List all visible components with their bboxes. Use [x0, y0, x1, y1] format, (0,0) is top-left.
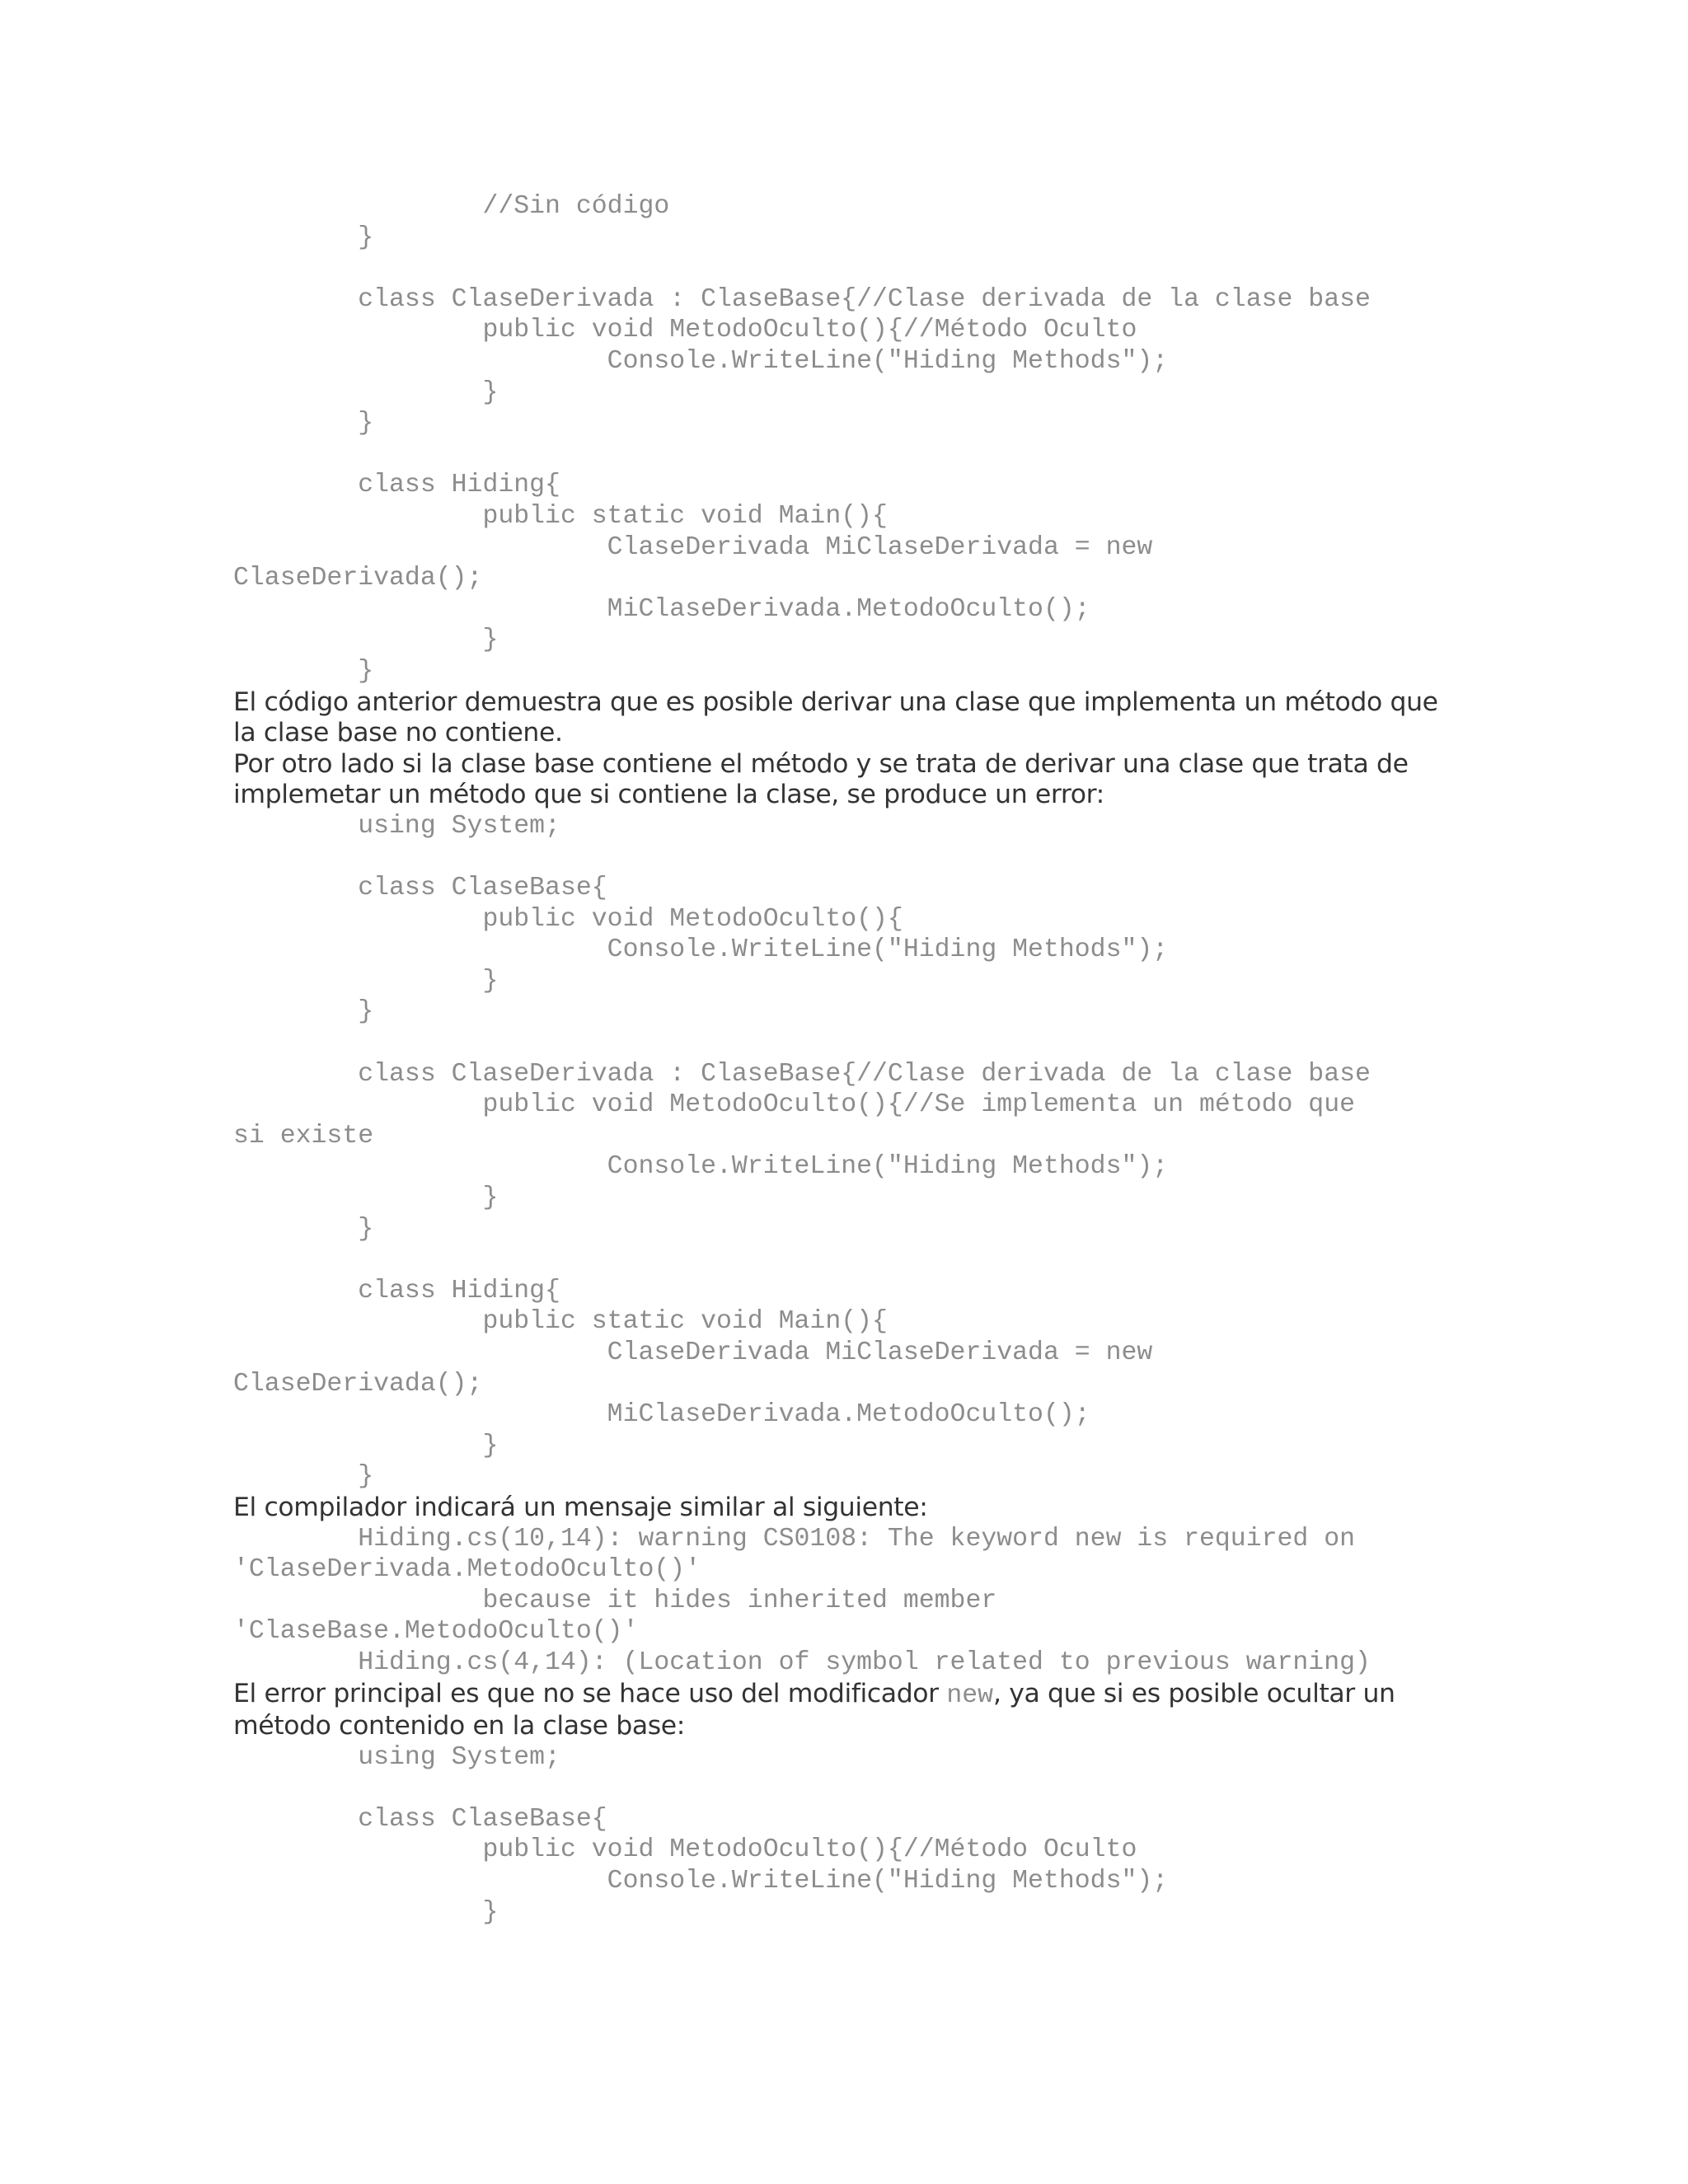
- code-block-4: using System; class ClaseBase{ public void MetodoOculto(){//Método Oculto Console.WriteLine("Hiding Methods"); }: [358, 1742, 1169, 1927]
- paragraph-4-text-end: , ya que si es posible ocultar un método contenido en la clase base:: [233, 1678, 1395, 1741]
- code-block-3: Hiding.cs(10,14): warning CS0108: The keyword new is required on 'ClaseDerivada.MetodoOculto()' because it hides inherited member 'ClaseBase.MetodoOculto()' Hiding.cs(4,14): (Location of symbol related to previous warning): [233, 1524, 1371, 1677]
- paragraph-1: El código anterior demuestra que es posible derivar una clase que implementa un método que la clase base no contiene.: [233, 687, 1438, 748]
- paragraph-4: [233, 1679, 1453, 1742]
- paragraph-2: Por otro lado si la clase base contiene el método y se trata de derivar una clase que trata de implemetar un método que si contiene la clase, se produce un error:: [233, 748, 1409, 810]
- paragraph-3: El compilador indicará un mensaje similar al siguiente:: [233, 1492, 928, 1522]
- code-block-1: //Sin código } class ClaseDerivada : ClaseBase{//Clase derivada de la clase base public void MetodoOculto(){//Método Oculto Console.WriteLine("Hiding Methods"); } } class Hiding{ public static void Main(){ ClaseDerivada MiClaseDerivada = new ClaseDerivada(); MiClaseDerivada.MetodoOculto(); } }: [233, 192, 1371, 686]
- inline-code-new: new: [946, 1680, 994, 1710]
- paragraph-4-text-start: El error principal es que no se hace uso del modificador: [233, 1678, 947, 1708]
- code-block-2: using System; class ClaseBase{ public void MetodoOculto(){ Console.WriteLine("Hiding Methods"); } } class ClaseDerivada : ClaseBase{//Clase derivada de la clase base public void MetodoOculto(){//Se implementa un método que si existe Console.WriteLine("Hiding Methods"); } } class Hiding{ public static void Main(){ ClaseDerivada MiClaseDerivada = new ClaseDerivada(); MiClaseDerivada.MetodoOculto(); } }: [233, 811, 1371, 1492]
